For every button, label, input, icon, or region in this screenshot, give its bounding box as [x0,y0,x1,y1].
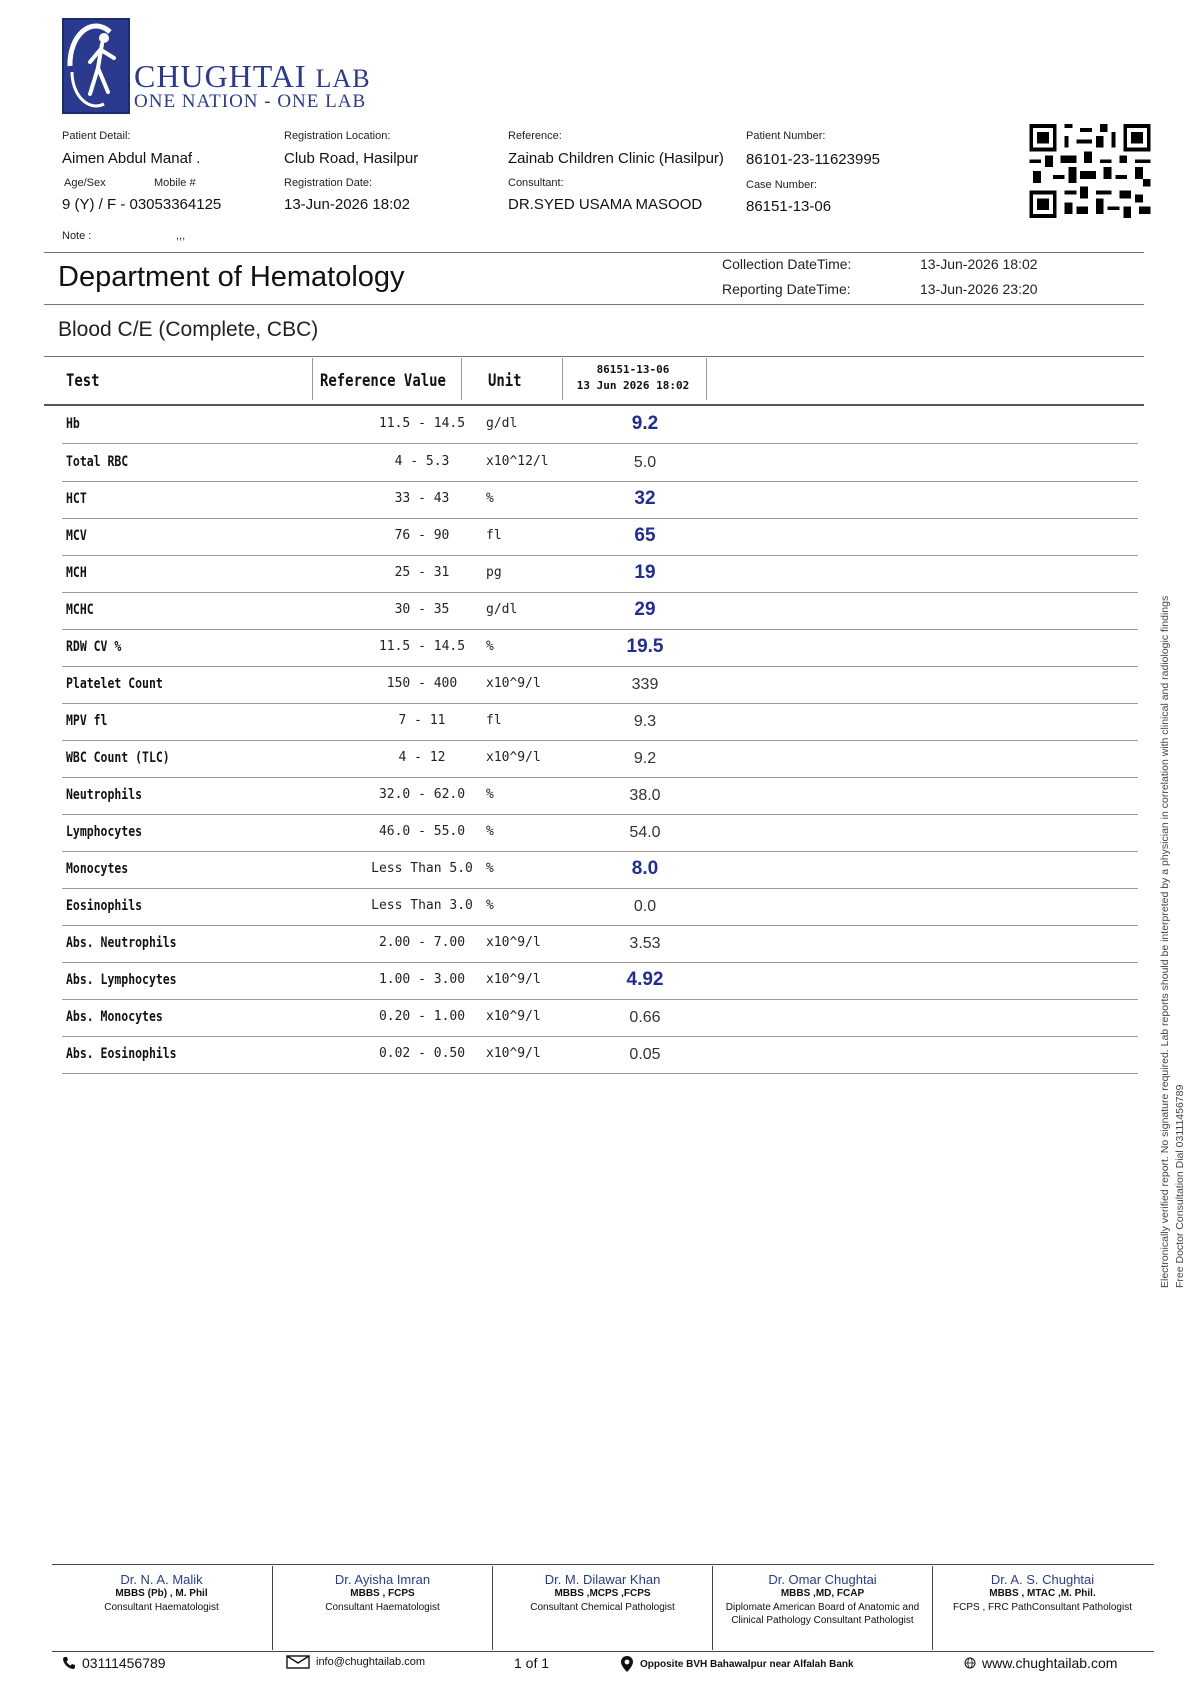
doctor-name: Dr. A. S. Chughtai [990,1572,1095,1587]
case-header-number: 86151-13-06 [596,363,670,376]
result-value: 339 [631,676,659,693]
patient-detail-label: Patient Detail: [62,130,131,142]
test-name: Abs. Monocytes [66,1009,163,1025]
table-row [62,555,1138,593]
reporting-datetime-label: Reporting DateTime: [722,281,851,297]
unit: % [486,787,494,802]
age-sex-mobile: 9 (Y) / F - 03053364125 [62,196,222,213]
test-name: Total RBC [66,454,129,470]
table-row [62,925,1138,963]
doctor-name: Dr. Ayisha Imran [334,1572,431,1587]
unit: pg [486,565,502,580]
registration-location: Club Road, Hasilpur [284,150,419,167]
consultant-name: DR.SYED USAMA MASOOD [508,196,703,213]
consultant-label: Consultant: [508,177,564,189]
mobile-label: Mobile # [154,177,196,189]
table-row [62,999,1138,1037]
unit: % [486,639,494,654]
case-number: 86151-13-06 [746,198,832,215]
verification-side-note [1158,596,1188,1288]
doctor-name: Dr. M. Dilawar Khan [544,1572,661,1587]
reporting-datetime: 13-Jun-2026 23:20 [920,281,1038,297]
test-name: Monocytes [66,861,129,877]
result-value: 0.66 [629,1009,661,1026]
doctor-designation: Diplomate American Board of Anatomic and Clinical Pathology Consultant Pathologist [725,1602,920,1626]
table-row [62,703,1138,741]
table-row [62,406,1138,444]
result-value-flagged: 32 [634,488,656,509]
reference-value: Less Than 3.0 [371,898,473,913]
unit: % [486,898,494,913]
unit: % [486,861,494,876]
website-url: www.chughtailab.com [982,1655,1118,1671]
reference-value: 33 - 43 [394,491,450,506]
test-name: WBC Count (TLC) [66,750,170,766]
doctor-signature-block [493,1572,712,1614]
registration-date: 13-Jun-2026 18:02 [284,196,410,213]
doctor-designation: Consultant Haematologist [104,1602,219,1613]
reference-value: 1.00 - 3.00 [378,972,466,987]
reference-value: 30 - 35 [394,602,450,617]
footer-divider [52,1651,1154,1652]
email-address: info@chughtailab.com [316,1656,426,1668]
unit: x10^9/l [486,935,541,950]
test-name: Platelet Count [66,676,163,692]
unit: x10^12/l [486,454,549,469]
divider [44,304,1144,305]
result-value-flagged: 9.2 [631,413,659,434]
test-name: MCH [66,565,87,581]
patient-number-label: Patient Number: [746,130,826,142]
reference-value: 25 - 31 [394,565,450,580]
reference-label: Reference: [508,130,562,142]
result-value: 0.05 [629,1046,661,1063]
test-group-title: Blood C/E (Complete, CBC) [58,318,319,341]
test-name: Lymphocytes [66,824,143,840]
unit: g/dl [486,602,518,617]
result-value-flagged: 19.5 [626,636,664,657]
envelope-icon [286,1655,310,1669]
result-value: 3.53 [629,935,661,952]
unit: x10^9/l [486,750,541,765]
table-row [62,666,1138,704]
footer-phone [62,1655,166,1671]
doctor-qualifications: MBBS ,MD, FCAP [780,1588,865,1599]
doctor-designation: Consultant Chemical Pathologist [530,1602,675,1613]
footer-address [620,1655,854,1673]
column-header-test: Test [66,371,100,391]
registration-location-label: Registration Location: [284,130,391,142]
test-name: RDW CV % [66,639,122,655]
table-row [62,962,1138,1000]
doctor-qualifications: MBBS , MTAC ,M. Phil. [989,1588,1096,1599]
table-row [62,740,1138,778]
result-value: 0.0 [633,898,657,915]
doctor-qualifications: MBBS , FCPS [350,1588,415,1599]
table-row [62,444,1138,482]
table-row [62,777,1138,815]
result-value-flagged: 19 [634,562,656,583]
doctor-designation: FCPS , FRC PathConsultant Pathologist [953,1602,1132,1613]
result-value: 9.2 [633,750,657,767]
test-name: HCT [66,491,87,507]
reference-value: 2.00 - 7.00 [378,935,466,950]
location-pin-icon [620,1655,634,1673]
patient-name: Aimen Abdul Manaf . [62,150,201,167]
doctor-name: Dr. N. A. Malik [120,1572,203,1587]
doctor-signature-block [713,1572,932,1627]
divider [44,356,1144,357]
column-header-case [560,362,706,394]
test-name: Abs. Neutrophils [66,935,177,951]
column-separator [312,358,313,400]
reference-value: Less Than 5.0 [371,861,473,876]
unit: x10^9/l [486,676,541,691]
table-row [62,1036,1138,1074]
reference-value: 150 - 400 [386,676,458,691]
unit: % [486,491,494,506]
unit: x10^9/l [486,1009,541,1024]
side-note-line2: Free Doctor Consultation Dial 03111456789 [1174,1084,1186,1288]
result-value: 5.0 [633,454,657,471]
unit: % [486,824,494,839]
page-number: 1 of 1 [514,1655,550,1671]
collection-datetime-label: Collection DateTime: [722,256,852,272]
result-value: 9.3 [633,713,657,730]
reference-value: Zainab Children Clinic (Hasilpur) [508,150,724,167]
table-row [62,851,1138,889]
qr-code-icon [1028,124,1152,218]
phone-icon [62,1656,76,1670]
table-row [62,518,1138,556]
phone-number: 03111456789 [82,1655,166,1671]
result-value: 54.0 [629,824,661,841]
test-name: MCV [66,528,87,544]
doctor-signature-block [273,1572,492,1614]
reference-value: 32.0 - 62.0 [378,787,466,802]
table-row [62,888,1138,926]
column-header-unit: Unit [488,371,522,391]
unit: fl [486,713,502,728]
reference-value: 46.0 - 55.0 [378,824,466,839]
department-title: Department of Hematology [58,261,405,293]
test-name: MPV fl [66,713,108,729]
table-row [62,592,1138,630]
column-header-reference: Reference Value [320,371,446,391]
doctor-qualifications: MBBS ,MCPS ,FCPS [554,1588,651,1599]
result-value-flagged: 29 [634,599,656,620]
result-value-flagged: 65 [634,525,656,546]
footer-email [286,1655,425,1669]
side-note-line1: Electronically verified report. No signature required. Lab reports should be interpreted by a physician in correlation with clinical and radiologic findings [1159,595,1171,1288]
reference-value: 4 - 12 [398,750,446,765]
note-value: ,,, [176,230,186,242]
reference-value: 76 - 90 [394,528,450,543]
doctor-designation: Consultant Haematologist [325,1602,440,1613]
lab-tagline: ONE NATION - ONE LAB [134,91,367,112]
divider [44,252,1144,253]
test-name: Eosinophils [66,898,143,914]
table-row [62,629,1138,667]
unit: x10^9/l [486,972,541,987]
reference-value: 4 - 5.3 [394,454,450,469]
reference-value: 11.5 - 14.5 [378,639,466,654]
doctor-signature-block [933,1572,1152,1614]
result-value-flagged: 4.92 [626,969,664,990]
lab-logo-emblem [62,18,130,114]
result-value-flagged: 8.0 [631,858,659,879]
age-sex-label: Age/Sex [64,177,106,189]
table-row [62,481,1138,519]
patient-number: 86101-23-11623995 [746,151,881,168]
reference-value: 11.5 - 14.5 [378,416,466,431]
result-value: 38.0 [629,787,661,804]
doctor-name: Dr. Omar Chughtai [768,1572,877,1587]
case-header-date: 13 Jun 2026 18:02 [576,379,690,392]
globe-icon [964,1657,976,1669]
column-separator [461,358,462,400]
test-name: Abs. Lymphocytes [66,972,177,988]
case-number-label: Case Number: [746,179,817,191]
column-separator [706,358,707,400]
unit: g/dl [486,416,518,431]
test-name: MCHC [66,602,94,618]
unit: fl [486,528,502,543]
footer-website [964,1655,1117,1671]
collection-datetime: 13-Jun-2026 18:02 [920,256,1038,272]
lab-logo-text: CHUGHTAI LAB [134,58,371,94]
doctor-qualifications: MBBS (Pb) , M. Phil [115,1588,208,1599]
registration-date-label: Registration Date: [284,177,373,189]
test-name: Neutrophils [66,787,143,803]
address-text: Opposite BVH Bahawalpur near Alfalah Bank [640,1658,854,1670]
test-name: Abs. Eosinophils [66,1046,177,1062]
test-name: Hb [66,416,80,432]
note-label: Note : [62,230,92,242]
table-row [62,814,1138,852]
running-figure-icon [64,20,128,112]
reference-value: 0.20 - 1.00 [378,1009,466,1024]
reference-value: 7 - 11 [398,713,446,728]
footer-divider [52,1564,1154,1565]
doctor-signature-block [52,1572,271,1614]
reference-value: 0.02 - 0.50 [378,1046,466,1061]
unit: x10^9/l [486,1046,541,1061]
